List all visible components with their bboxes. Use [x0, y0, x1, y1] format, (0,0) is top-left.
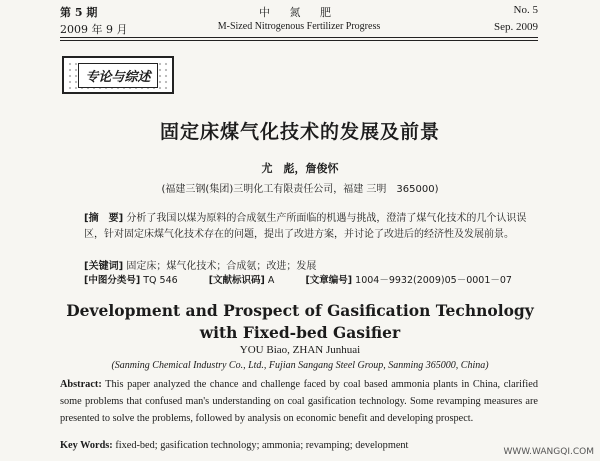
abstract-label-en: Abstract: — [60, 379, 102, 390]
column-badge — [62, 56, 174, 94]
column-label: 专论与综述 — [78, 63, 157, 88]
date-cn: 2009 年 9 月 — [60, 23, 128, 36]
keywords-text-cn: 固定床；煤气化技术；合成氨；改进；发展 — [126, 261, 317, 272]
article-no-label: [文章编号] — [305, 275, 353, 286]
affiliation-en: (Sanming Chemical Industry Co., Ltd., Fujian Sangang Steel Group, Sanming 365000, China) — [111, 360, 489, 371]
affiliation-cn: (福建三钢(集团)三明化工有限责任公司，福建 三明 365000) — [161, 184, 439, 195]
journal-title-cn: 中 氮 肥 — [259, 6, 339, 19]
doc-code-value: A — [267, 275, 275, 286]
header-rule-thin — [60, 40, 538, 41]
keywords-label-en: Key Words: — [60, 440, 113, 451]
doc-code-label: [文献标识码] — [208, 275, 265, 286]
running-header — [60, 4, 538, 44]
article-title-cn: 固定床煤气化技术的发展及前景 — [159, 121, 440, 143]
class-value: TQ 546 — [143, 275, 178, 286]
article-no-value: 1004－9932(2009)05－0001－07 — [355, 275, 512, 286]
article-title-en — [0, 300, 600, 344]
authors-cn: 尤 彪，詹俊怀 — [261, 162, 339, 175]
keywords-en — [60, 440, 538, 451]
keywords-cn — [84, 257, 530, 272]
keywords-label-cn: [关键词] — [84, 261, 124, 272]
issue-en: No. 5 — [513, 4, 538, 16]
keywords-text-en: fixed-bed; gasification technology; ammonia; revamping; development — [115, 440, 409, 451]
abstract-label-cn: [摘 要] — [84, 213, 124, 224]
abstract-cn — [84, 211, 530, 243]
abstract-text-en: This paper analyzed the chance and challenge faced by coal based ammonia plants in China, clarified some problems that confused man's understanding on coal gasification technology. Some revamping measures are presented to solve the problems, followed by analysis on economic benefit and developing prospect. — [60, 379, 538, 424]
journal-title-en: M-Sized Nitrogenous Fertilizer Progress — [217, 21, 381, 32]
abstract-text-cn: 分析了我国以煤为原料的合成氨生产所面临的机遇与挑战，澄清了煤气化技术的几个认识误区，针对固定床煤气化技术存在的问题，提出了改进方案，并讨论了改进后的经济性及发展前景。 — [84, 213, 527, 240]
classification-line — [84, 272, 560, 286]
title-en-line2: with Fixed-bed Gasifier — [199, 323, 401, 342]
title-en-line1: Development and Prospect of Gasification Technology — [66, 301, 534, 320]
date-en: Sep. 2009 — [494, 21, 538, 33]
header-rule — [60, 37, 538, 38]
class-label: [中图分类号] — [84, 275, 141, 286]
watermark: WWW.WANGQI.COM — [503, 447, 594, 457]
abstract-en — [60, 376, 538, 427]
authors-en: YOU Biao, ZHAN Junhuai — [239, 344, 361, 356]
issue-cn: 第 5 期 — [60, 6, 98, 19]
